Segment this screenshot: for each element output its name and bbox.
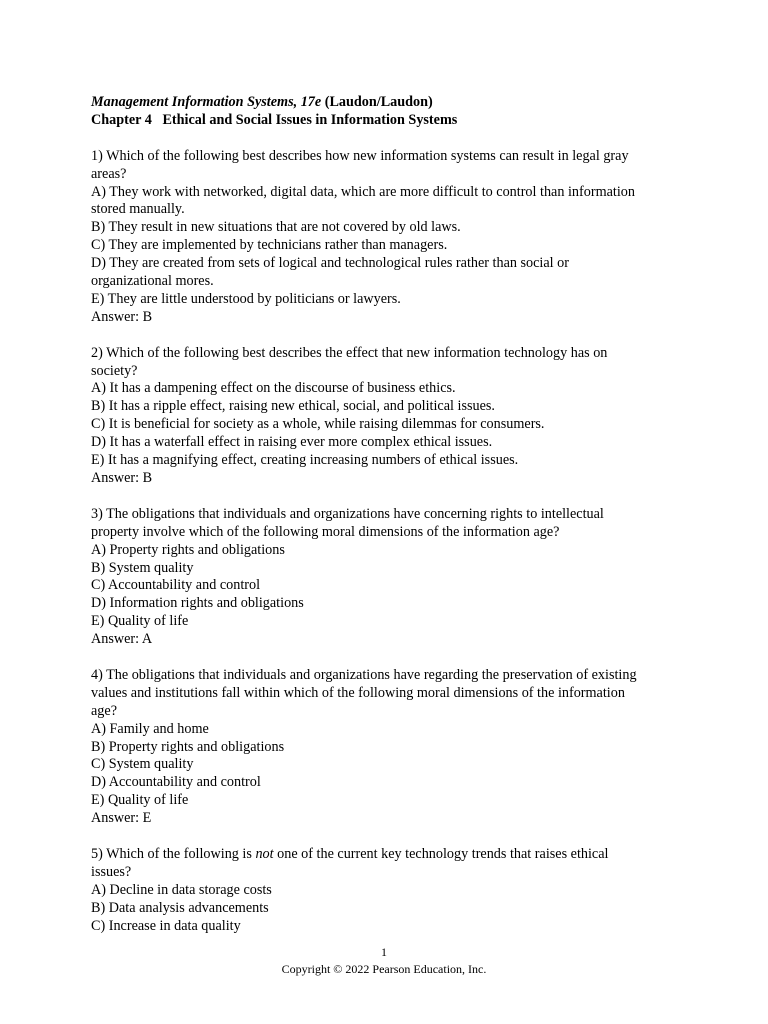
question-line: society?	[91, 362, 138, 379]
question-line: A) They work with networked, digital data, which are more difficult to control than information	[91, 183, 635, 200]
question-list	[91, 148, 691, 828]
question-line: 1) Which of the following best describes how new information systems can result in legal gray	[91, 147, 629, 164]
question-5-stem-post: one of the current key technology trends that raises ethical	[273, 845, 609, 862]
question-line: A) It has a dampening effect on the discourse of business ethics.	[91, 380, 456, 397]
question-line: D) Information rights and obligations	[91, 595, 304, 612]
question-1	[91, 148, 691, 327]
question-line: E) Quality of life	[91, 613, 189, 630]
question-line: C) Increase in data quality	[91, 917, 241, 934]
answer-line: Answer: A	[91, 631, 153, 648]
book-title-line	[91, 94, 691, 112]
question-5-stem-pre: 5) Which of the following is	[91, 845, 256, 862]
question-4	[91, 667, 691, 828]
question-line: D) It has a waterfall effect in raising ever more complex ethical issues.	[91, 434, 493, 451]
copyright-notice: Copyright © 2022 Pearson Education, Inc.	[281, 962, 487, 976]
question-line: property involve which of the following moral dimensions of the information age?	[91, 523, 560, 540]
answer-line: Answer: E	[91, 810, 152, 827]
question-line: 4) The obligations that individuals and organizations have regarding the preservation of existing	[91, 666, 637, 683]
question-line: age?	[91, 702, 117, 719]
book-title: Management Information Systems, 17e	[91, 94, 322, 110]
question-line: 2) Which of the following best describes the effect that new information technology has on	[91, 344, 608, 361]
question-line: B) Data analysis advancements	[91, 899, 269, 916]
question-line: issues?	[91, 863, 132, 880]
question-line: organizational mores.	[91, 273, 214, 290]
question-line: E) Quality of life	[91, 792, 189, 809]
question-line: stored manually.	[91, 201, 185, 218]
question-line: E) They are little understood by politicians or lawyers.	[91, 290, 401, 307]
question-line: C) System quality	[91, 756, 194, 773]
question-line: A) Decline in data storage costs	[91, 881, 272, 898]
document-page	[91, 94, 691, 936]
chapter-title: Chapter 4 Ethical and Social Issues in Information Systems	[91, 111, 458, 128]
question-5-stem	[91, 846, 691, 864]
book-authors: (Laudon/Laudon)	[321, 94, 433, 110]
question-line: B) It has a ripple effect, raising new ethical, social, and political issues.	[91, 398, 495, 415]
question-line: B) System quality	[91, 559, 194, 576]
question-line: B) They result in new situations that are not covered by old laws.	[91, 219, 461, 236]
question-line: D) They are created from sets of logical and technological rules rather than social or	[91, 255, 569, 272]
answer-line: Answer: B	[91, 470, 153, 486]
question-3	[91, 506, 691, 649]
page-number: 1	[381, 945, 387, 959]
question-line: C) Accountability and control	[91, 577, 261, 594]
question-line: A) Property rights and obligations	[91, 541, 285, 558]
answer-line: Answer: B	[91, 308, 153, 325]
question-5-stem-emphasis: not	[255, 845, 274, 862]
question-5	[91, 846, 691, 936]
question-line: E) It has a magnifying effect, creating increasing numbers of ethical issues.	[91, 452, 519, 469]
question-line: B) Property rights and obligations	[91, 738, 285, 755]
question-line: C) It is beneficial for society as a whole, while raising dilemmas for consumers.	[91, 416, 545, 433]
question-2	[91, 345, 691, 488]
question-line: C) They are implemented by technicians rather than managers.	[91, 237, 448, 254]
question-line: D) Accountability and control	[91, 774, 261, 791]
question-line: areas?	[91, 165, 127, 182]
question-line: values and institutions fall within which of the following moral dimensions of the information	[91, 684, 625, 701]
question-line: A) Family and home	[91, 720, 209, 737]
question-line: 3) The obligations that individuals and organizations have concerning rights to intellectual	[91, 505, 604, 522]
